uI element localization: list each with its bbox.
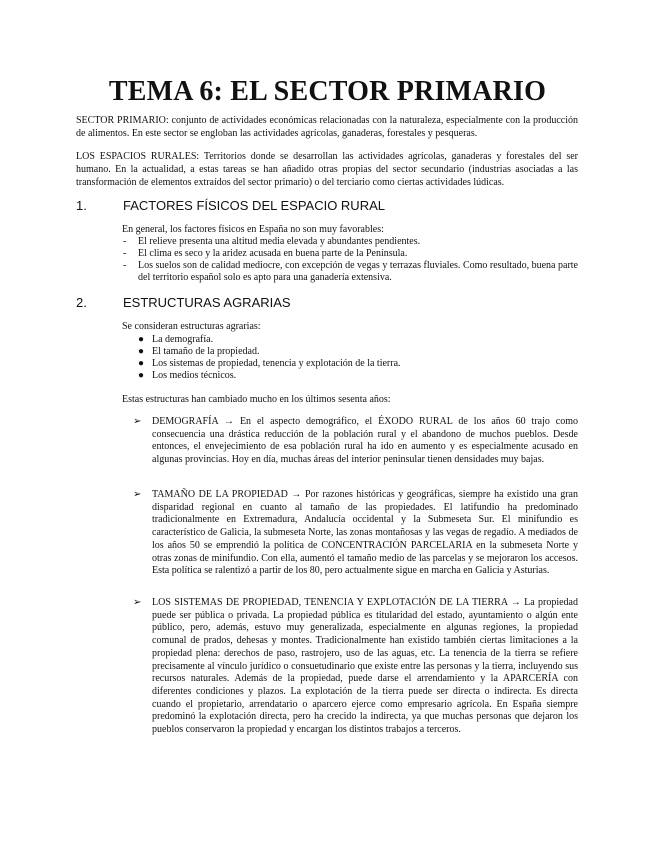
section-1-title: FACTORES FÍSICOS DEL ESPACIO RURAL [123,198,385,213]
sistemas-propiedad-subsection: ➢ LOS SISTEMAS DE PROPIEDAD, TENENCIA Y EXPLOTACIÓN DE LA TIERRA → La propiedad puede ser pública o privada. La propiedad pública es titularidad del estado, ayuntamiento o algún ente público, pero, además, estuvo muy generalizada, especialmente en algunas regiones, la propiedad comunal de prados, dehesas y montes. Tradicionalmente han existido también ciertas limitaciones a la propiedad plena: derechos de paso, rastrojero, uso de las aguas, etc. La tenencia de la tierra se refiere precisamente al vínculo jurídico o consuetudinario que existe entre las personas y la tierra, incluyendo sus recursos naturales. Además de la propiedad, puede darse el arrendamiento y la APARCERÍA con diferentes condiciones y plazos. La explotación de la tierra puede ser directa o indirecta. Es directa cuando el propietario, arrendatario o aparcero ejerce como empresario agrícola. En España siempre predominó la explotación directa, pero ha crecido la indirecta, ya que muchas personas que dejaron los pueblos conservaron la propiedad y encargan los distintos trabajos a terceros. [133,597,578,736]
bullet-marker: ● [138,346,145,357]
dash-marker: - [123,236,127,247]
section-1-heading [76,198,385,214]
tamano-propiedad-subsection: ➢ TAMAÑO DE LA PROPIEDAD → Por razones históricas y geográficas, siempre ha existido una gran disparidad regional en cuanto al tamaño de las propiedades. El latifundio ha predominado tradicionalmente en Extremadura, Andalucía occidental y la Submeseta Sur. El minifundio es característico de Galicia, la submeseta Norte, las zonas montañosas y las vegas de regadío. A mediados de los años 50 se emprendió la política de CONCENTRACIÓN PARCELARIA en la submeseta Norte y otras zonas de minifundio. Con ella, aumentó el tamaño medio de las parcelas y se mejoraron los accesos. Esta política se ralentizó a partir de los 80, pero actualmente sigue en marcha en Galicia y Asturias. [133,489,578,577]
list-item: - El clima es seco y la aridez acusada en buena parte de la Península. [123,248,408,259]
section-2-number: 2. [76,295,87,310]
list-item: ● El tamaño de la propiedad. [138,346,260,357]
list-item: - El relieve presenta una altitud media elevada y abundantes pendientes. [123,236,421,247]
section-2-heading [76,295,291,311]
changes-intro: Estas estructuras han cambiado mucho en los últimos sesenta años: [122,394,391,405]
section-2-intro: Se consideran estructuras agrarias: [122,321,261,332]
list-item: - Los suelos son de calidad mediocre, con excepción de vegas y terrazas fluviales. Como resultado, buena parte del territorio español solo es apto para una ganadería extensiva. [123,260,578,283]
bullet-marker: ● [138,358,145,369]
list-item: ● Los sistemas de propiedad, tenencia y explotación de la tierra. [138,358,401,369]
arrow-bullet-icon: ➢ [133,597,142,608]
agrarian-structures-list [138,334,578,382]
section-1-number: 1. [76,198,87,213]
section-2-title: ESTRUCTURAS AGRARIAS [123,295,291,310]
physical-factors-list [123,236,578,284]
list-item: ● La demografía. [138,334,214,345]
arrow-bullet-icon: ➢ [133,489,142,500]
page-title: TEMA 6: EL SECTOR PRIMARIO [108,76,547,107]
bullet-marker: ● [138,334,145,345]
sector-primario-paragraph: SECTOR PRIMARIO: conjunto de actividades económicas relacionadas con la naturaleza, especialmente con la producción de alimentos. En este sector se engloban las actividades agrícolas, ganaderas, forestales y pesqueras. [76,115,578,139]
list-item: ● Los medios técnicos. [138,370,237,381]
dash-marker: - [123,248,127,259]
demografia-subsection: ➢ DEMOGRAFÍA → En el aspecto demográfico, el ÉXODO RURAL de los años 60 trajo como consecuencia una drástica reducción de la población rural y el abandono de muchos pueblos. Desde entonces, el envejecimiento de esa población rural ha ido en aumento y es especialmente acusado en algunas provincias. Hoy en día, muchas áreas del interior peninsular tienen densidades muy bajas. [133,416,578,466]
bullet-marker: ● [138,370,145,381]
dash-marker: - [123,260,127,271]
espacios-rurales-paragraph: LOS ESPACIOS RURALES: Territorios donde se desarrollan las actividades agrícolas, ganaderas y forestales del ser humano. En la actualidad, a estas tareas se han añadido otras propias del sector secundario (industrias asociadas a las transformación de elementos extraídos del sector primario) o del terciario como ciertas actividades lúdicas. [76,151,578,188]
arrow-bullet-icon: ➢ [133,416,142,427]
section-1-intro: En general, los factores físicos en España no son muy favorables: [122,224,384,235]
